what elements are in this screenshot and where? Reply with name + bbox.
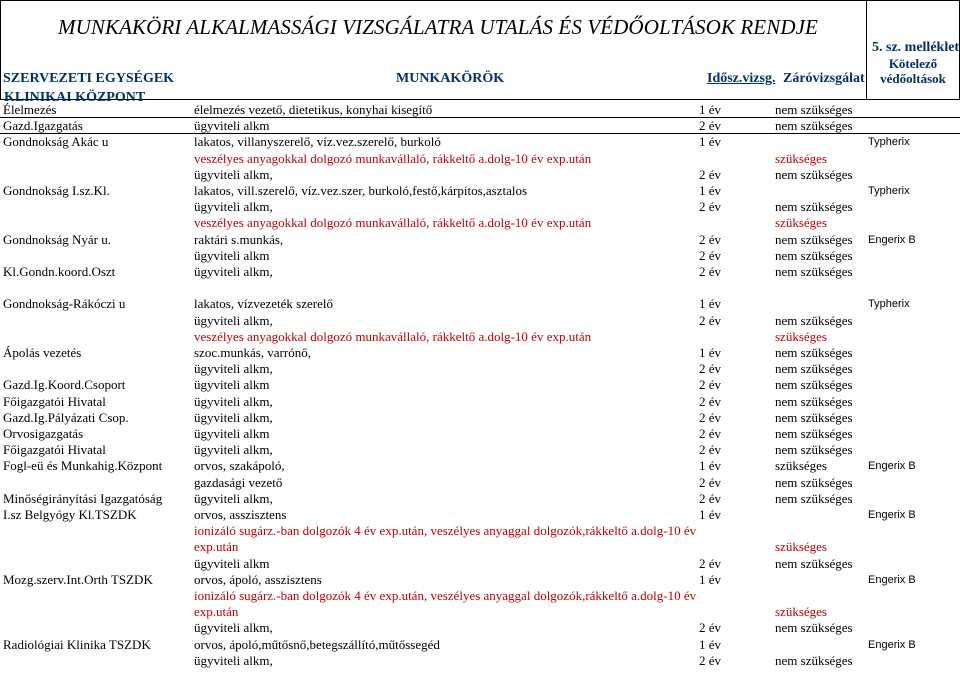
table-row (0, 604, 960, 620)
section-title: KLINIKAI KÖZPONT (4, 90, 146, 105)
interval-cell: 2 év (699, 199, 722, 215)
interval-cell: 1 év (699, 134, 722, 150)
mandatory-vaccines-header (866, 56, 960, 86)
job-cell: orvos, szakápoló, (194, 458, 285, 474)
interval-cell: 2 év (699, 231, 722, 247)
interval-cell: 2 év (699, 620, 722, 636)
vaccine-cell: Typherix (868, 136, 910, 149)
unit-cell: Főigazgatói Hivatal (3, 393, 106, 409)
interval-cell: 2 év (699, 247, 722, 263)
table-row (0, 248, 960, 264)
final-exam-cell: nem szükséges (775, 409, 853, 425)
table-row (0, 199, 960, 215)
unit-cell: Gondnokság I.sz.Kl. (3, 183, 110, 198)
job-cell: lakatos, vízvezeték szerelő (194, 296, 333, 312)
table-row (0, 313, 960, 329)
job-cell: ügyviteli alkm, (194, 409, 273, 425)
job-cell: ügyviteli alkm, (194, 199, 273, 215)
job-cell: orvos, asszisztens (194, 507, 287, 522)
table-row (0, 394, 960, 410)
table-row (0, 377, 960, 393)
interval-cell: 2 év (699, 377, 722, 393)
table-row (0, 653, 960, 669)
row-divider (0, 133, 960, 134)
table-row (0, 329, 960, 345)
final-exam-cell: szükséges (775, 215, 827, 231)
interval-cell: 2 év (699, 118, 722, 134)
unit-cell: Élelmezés (3, 102, 57, 117)
table-row (0, 102, 960, 118)
job-cell: ügyviteli alkm, (194, 361, 273, 377)
job-cell: lakatos, villanyszerelő, víz.vez.szerelő, burkoló (194, 134, 441, 150)
interval-cell: 2 év (699, 312, 722, 328)
table-row (0, 183, 960, 199)
interval-cell: 2 év (699, 393, 722, 409)
interval-cell: 2 év (699, 652, 722, 668)
vaccine-cell: Engerix B (868, 638, 916, 651)
interval-cell: 2 év (699, 490, 722, 506)
table-row (0, 458, 960, 474)
interval-cell: 2 év (699, 166, 722, 182)
interval-cell: 1 év (699, 183, 722, 198)
interval-cell: 2 év (699, 361, 722, 377)
job-cell: veszélyes anyagokkal dolgozó munkavállaló, rákkeltő a.dolg-10 év exp.után (194, 328, 592, 344)
mandatory-line1: Kötelező (888, 56, 938, 71)
interval-cell: 1 év (699, 296, 722, 312)
job-cell: élelmezés vezető, dietetikus, konyhai kisegítő (194, 102, 433, 117)
table-row (0, 539, 960, 555)
job-cell: orvos, ápoló,műtősnő,betegszállító,műtőssegéd (194, 636, 440, 652)
final-exam-cell: nem szükséges (775, 166, 853, 182)
job-cell: ügyviteli alkm, (194, 166, 273, 182)
unit-cell: Gondnokság-Rákóczi u (3, 296, 126, 312)
table-row (0, 118, 960, 134)
job-cell: exp.után (194, 539, 239, 555)
final-exam-cell: nem szükséges (775, 426, 853, 441)
final-exam-cell: nem szükséges (775, 345, 853, 360)
final-exam-cell: nem szükséges (775, 231, 853, 247)
job-cell: lakatos, vill.szerelő, víz.vez.szer, burkoló,festő,kárpitos,asztalos (194, 183, 528, 198)
interval-cell: 2 év (699, 264, 722, 279)
table-row (0, 556, 960, 572)
unit-cell: Orvosigazgatás (3, 426, 84, 441)
row-divider (0, 117, 960, 118)
table-row (0, 280, 960, 296)
final-exam-cell: nem szükséges (775, 620, 853, 636)
job-cell: ügyviteli alkm (194, 247, 270, 263)
interval-cell: 1 év (699, 458, 722, 474)
final-exam-cell: nem szükséges (775, 490, 853, 506)
table-row (0, 442, 960, 458)
table-row (0, 491, 960, 507)
table-row (0, 588, 960, 604)
unit-cell: Gondnokság Nyár u. (3, 231, 111, 247)
final-exam-cell: nem szükséges (775, 442, 853, 458)
unit-cell: Kl.Gondn.koord.Oszt (3, 264, 116, 279)
interval-cell: 2 év (699, 442, 722, 458)
table-row (0, 507, 960, 523)
job-cell: ügyviteli alkm, (194, 393, 273, 409)
final-exam-cell: nem szükséges (775, 312, 853, 328)
final-exam-cell: szükséges (775, 539, 827, 555)
interval-column-header: Idősz.vizsg. (707, 71, 776, 86)
table-row (0, 151, 960, 167)
mandatory-line2: védőoltások (880, 71, 946, 86)
interval-cell: 1 év (699, 571, 722, 587)
final-exam-cell: nem szükséges (775, 555, 853, 571)
jobs-column-header: MUNKAKÖRÖK (396, 71, 505, 86)
unit-cell: Gondnokság Akác u (3, 134, 109, 150)
job-cell: raktári s.munkás, (194, 231, 284, 247)
final-exam-cell: szükséges (775, 458, 827, 474)
table-row (0, 637, 960, 653)
job-cell: ügyviteli alkm, (194, 490, 273, 506)
interval-cell: 1 év (699, 102, 722, 117)
table-row (0, 620, 960, 636)
unit-cell: Főigazgatói Hivatal (3, 442, 106, 458)
table-row (0, 345, 960, 361)
interval-cell: 2 év (699, 555, 722, 571)
interval-cell: 1 év (699, 636, 722, 652)
final-exam-cell: nem szükséges (775, 361, 853, 377)
final-exam-cell: szükséges (775, 328, 827, 344)
unit-cell: Gazd.Ig.Koord.Csoport (3, 377, 126, 393)
annex-label: 5. sz. melléklet (872, 40, 960, 55)
final-exam-cell: nem szükséges (775, 118, 853, 134)
final-exam-cell: nem szükséges (775, 474, 853, 490)
final-exam-cell: nem szükséges (775, 102, 853, 117)
job-cell: ügyviteli alkm, (194, 312, 273, 328)
job-cell: szoc.munkás, varrónő, (194, 345, 311, 360)
job-cell: gazdasági vezető (194, 474, 283, 490)
final-exam-column-header: Záróvizsgálat (783, 71, 865, 86)
final-exam-cell: nem szükséges (775, 264, 853, 279)
final-exam-cell: nem szükséges (775, 199, 853, 215)
unit-cell: Minőségirányítási Igazgatóság (3, 490, 163, 506)
table-row (0, 523, 960, 539)
table-row (0, 361, 960, 377)
interval-cell: 1 év (699, 507, 722, 522)
job-cell: veszélyes anyagokkal dolgozó munkavállaló, rákkeltő a.dolg-10 év exp.után (194, 150, 592, 166)
table-row (0, 215, 960, 231)
unit-cell: Ápolás vezetés (3, 345, 82, 360)
vaccine-cell: Engerix B (868, 573, 916, 586)
job-cell: orvos, ápoló, asszisztens (194, 571, 322, 587)
job-cell: ügyviteli alkm, (194, 264, 273, 279)
unit-cell: I.sz Belgyógy Kl.TSZDK (3, 507, 137, 522)
final-exam-cell: szükséges (775, 150, 827, 166)
job-cell: ügyviteli alkm (194, 555, 270, 571)
job-cell: ügyviteli alkm, (194, 442, 273, 458)
job-cell: ionizáló sugárz.-ban dolgozók 4 év exp.után, veszélyes anyaggal dolgozók,rákkeltő a.dolg-10 év (194, 523, 697, 539)
unit-cell: Gazd.Igazgatás (3, 118, 83, 134)
final-exam-cell: nem szükséges (775, 377, 853, 393)
document-title: MUNKAKÖRI ALKALMASSÁGI VIZSGÁLATRA UTALÁS ÉS VÉDŐOLTÁSOK RENDJE (58, 15, 818, 39)
table-row (0, 232, 960, 248)
job-cell: ügyviteli alkm (194, 426, 270, 441)
table-row (0, 134, 960, 150)
job-cell: ügyviteli alkm, (194, 620, 273, 636)
unit-cell: Fogl-eü és Munkahig.Központ (3, 458, 163, 474)
job-cell: ügyviteli alkm (194, 377, 270, 393)
vaccine-cell: Engerix B (868, 233, 916, 246)
final-exam-cell: szükséges (775, 604, 827, 620)
interval-cell: 2 év (699, 474, 722, 490)
table-row (0, 167, 960, 183)
table-row (0, 264, 960, 280)
unit-cell: Mozg.szerv.Int.Orth TSZDK (3, 571, 153, 587)
vaccine-cell: Typherix (868, 185, 910, 197)
job-cell: ionizáló sugárz.-ban dolgozók 4 év exp.után, veszélyes anyaggal dolgozók,rákkeltő a.dolg-10 év (194, 588, 697, 603)
table-row (0, 296, 960, 312)
table-row (0, 426, 960, 442)
interval-cell: 2 év (699, 409, 722, 425)
final-exam-cell: nem szükséges (775, 393, 853, 409)
job-cell: veszélyes anyagokkal dolgozó munkavállaló, rákkeltő a.dolg-10 év exp.után (194, 215, 592, 231)
job-cell: exp.után (194, 604, 239, 620)
unit-cell: Radiológiai Klinika TSZDK (3, 636, 151, 652)
interval-cell: 2 év (699, 426, 722, 441)
vaccine-cell: Engerix B (868, 460, 916, 473)
interval-cell: 1 év (699, 345, 722, 360)
units-column-header: SZERVEZETI EGYSÉGEK (3, 71, 175, 86)
table-row (0, 475, 960, 491)
job-cell: ügyviteli alkm, (194, 652, 273, 668)
vaccine-cell: Typherix (868, 298, 910, 311)
final-exam-cell: nem szükséges (775, 247, 853, 263)
unit-cell: Gazd.Ig.Pályázati Csop. (3, 409, 129, 425)
table-row (0, 572, 960, 588)
job-cell: ügyviteli alkm (194, 118, 270, 134)
vaccine-cell: Engerix B (868, 509, 916, 521)
final-exam-cell: nem szükséges (775, 652, 853, 668)
table-row (0, 410, 960, 426)
